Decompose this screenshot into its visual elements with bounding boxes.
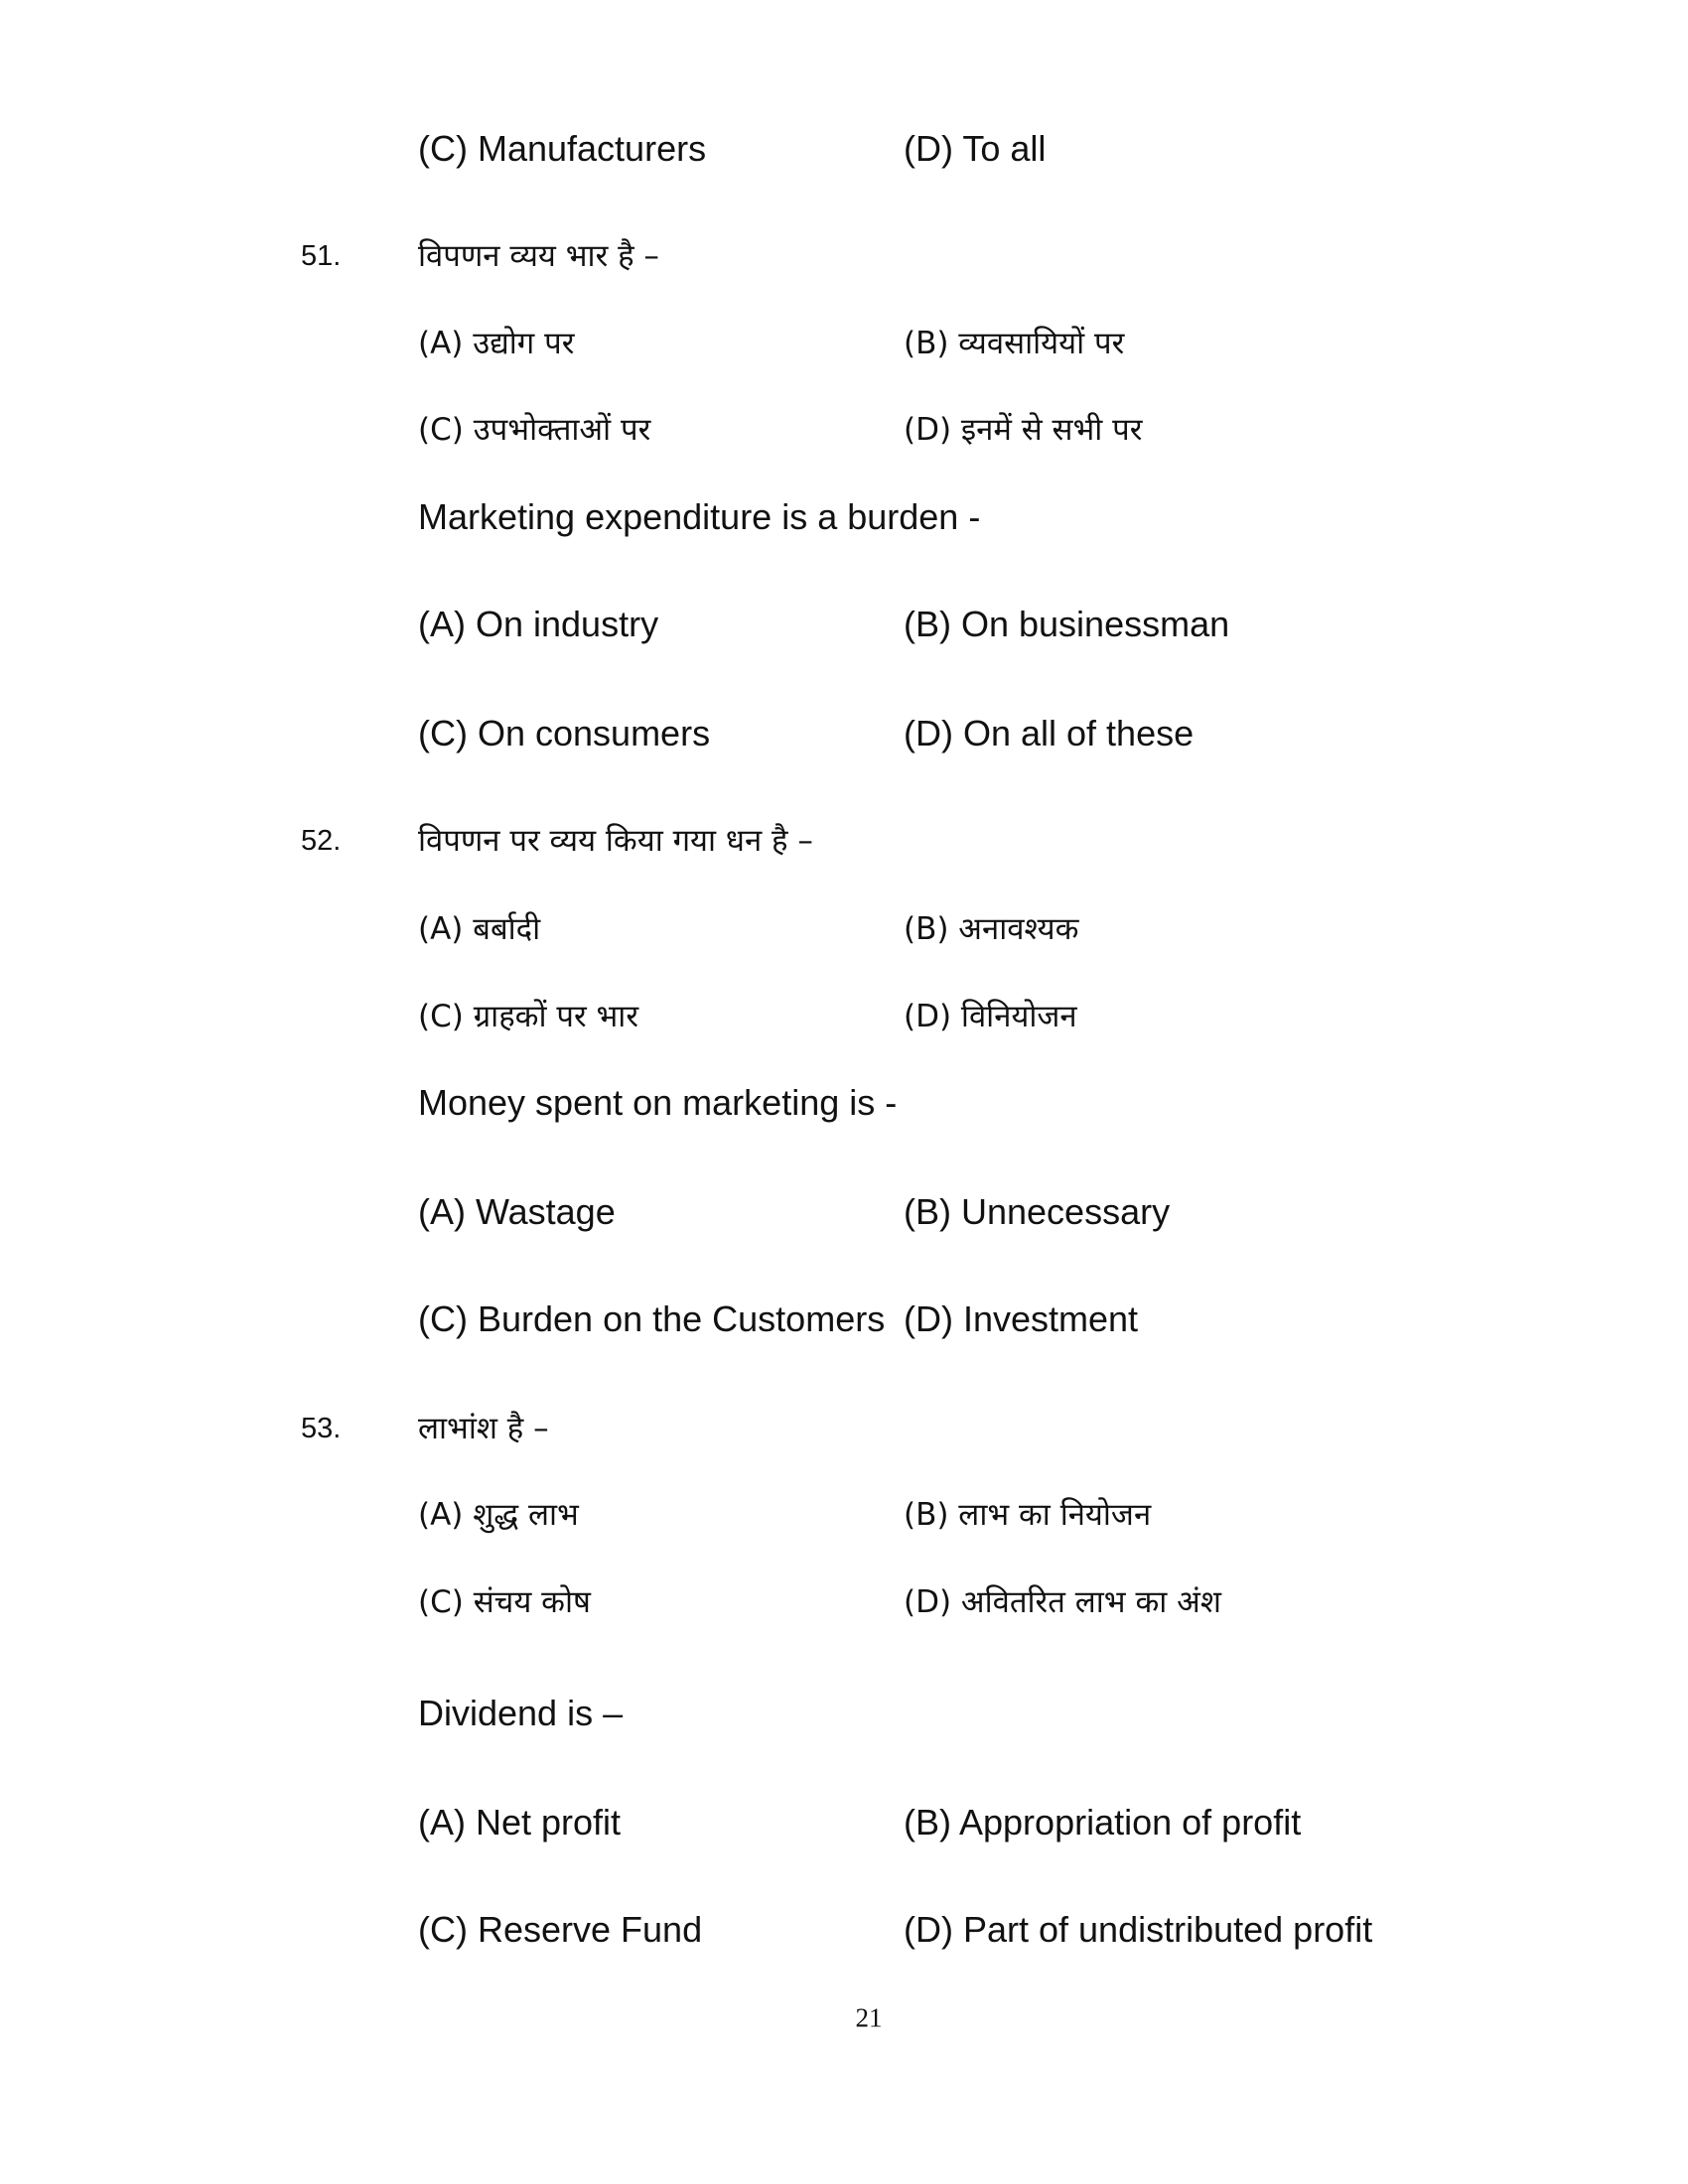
- english-option-b: (B) On businessman: [904, 604, 1230, 644]
- hindi-option-c: (C) ग्राहकों पर भार: [418, 999, 638, 1034]
- hindi-option-d: (D) विनियोजन: [904, 999, 1077, 1034]
- page-number: 21: [855, 2002, 883, 2033]
- english-option-b: (B) Appropriation of profit: [904, 1802, 1302, 1843]
- english-option-b: (B) Unnecessary: [904, 1191, 1171, 1232]
- hindi-question: विपणन व्यय भार है –: [418, 238, 659, 274]
- hindi-question: लाभांश है –: [418, 1411, 549, 1446]
- english-question: Dividend is –: [418, 1693, 624, 1733]
- english-option-c: (C) Burden on the Customers: [418, 1298, 886, 1339]
- english-option-c: (C) On consumers: [418, 713, 711, 753]
- hindi-option-d: (D) इनमें से सभी पर: [904, 412, 1143, 448]
- hindi-option-a: (A) उद्योग पर: [418, 326, 575, 361]
- hindi-option-c: (C) संचय कोष: [418, 1584, 591, 1620]
- option-d: (D) To all: [904, 128, 1047, 169]
- hindi-option-b: (B) अनावश्यक: [904, 911, 1079, 947]
- english-option-d: (D) Part of undistributed profit: [904, 1909, 1373, 1950]
- hindi-option-c: (C) उपभोक्ताओं पर: [418, 412, 651, 448]
- question-number: 51.: [301, 240, 342, 272]
- hindi-option-a: (A) बर्बादी: [418, 911, 541, 947]
- english-option-d: (D) On all of these: [904, 713, 1195, 753]
- question-number: 53.: [301, 1413, 342, 1444]
- option-c: (C) Manufacturers: [418, 128, 707, 169]
- hindi-question: विपणन पर व्यय किया गया धन है –: [418, 823, 813, 859]
- question-number: 52.: [301, 825, 342, 857]
- hindi-option-d: (D) अवितरित लाभ का अंश: [904, 1584, 1221, 1620]
- english-option-a: (A) Net profit: [418, 1802, 622, 1843]
- english-option-c: (C) Reserve Fund: [418, 1909, 703, 1950]
- english-option-a: (A) Wastage: [418, 1191, 616, 1232]
- english-option-d: (D) Investment: [904, 1298, 1139, 1339]
- hindi-option-b: (B) व्यवसायियों पर: [904, 326, 1125, 361]
- english-question: Money spent on marketing is -: [418, 1082, 898, 1123]
- hindi-option-a: (A) शुद्ध लाभ: [418, 1497, 579, 1533]
- english-question: Marketing expenditure is a burden -: [418, 496, 981, 537]
- hindi-option-b: (B) लाभ का नियोजन: [904, 1497, 1152, 1533]
- english-option-a: (A) On industry: [418, 604, 659, 644]
